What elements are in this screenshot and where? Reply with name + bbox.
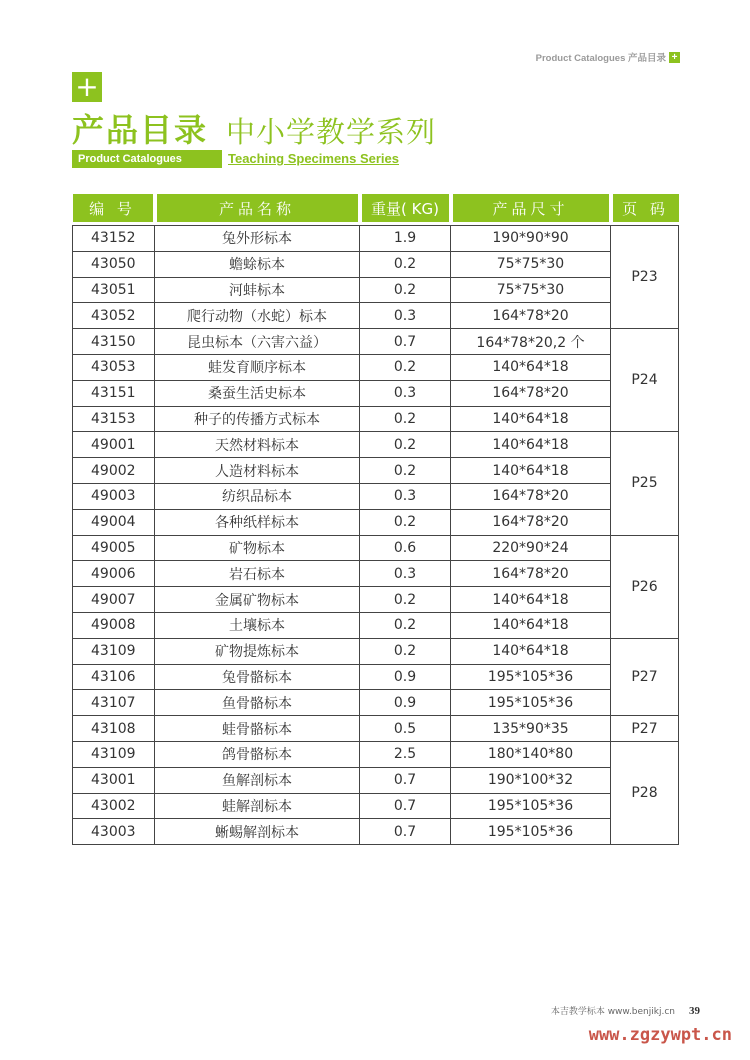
cell-code: 49003 (73, 483, 155, 509)
cell-code: 43052 (73, 303, 155, 329)
cell-code: 43107 (73, 690, 155, 716)
cell-page: P23 (611, 226, 679, 329)
table-row (73, 535, 679, 561)
cell-size: 164*78*20 (451, 303, 611, 329)
cell-size: 164*78*20 (451, 483, 611, 509)
cell-code: 43153 (73, 406, 155, 432)
cell-size: 140*64*18 (451, 458, 611, 484)
table-row (73, 741, 679, 767)
cell-code: 43053 (73, 354, 155, 380)
cell-page: P27 (611, 638, 679, 715)
table-row (73, 432, 679, 458)
cell-code: 43150 (73, 329, 155, 355)
table-row (73, 767, 679, 793)
column-header-weight: 重量( KG) (360, 194, 451, 222)
cell-weight: 0.2 (360, 612, 451, 638)
table-row (73, 406, 679, 432)
table-row (73, 509, 679, 535)
cell-code: 43051 (73, 277, 155, 303)
cell-size: 190*90*90 (451, 226, 611, 252)
cell-name: 金属矿物标本 (155, 587, 360, 613)
cell-size: 75*75*30 (451, 277, 611, 303)
cell-code: 43106 (73, 664, 155, 690)
cell-weight: 0.7 (360, 329, 451, 355)
table-row (73, 483, 679, 509)
running-header-text: Product Catalogues 产品目录 (535, 53, 666, 64)
cell-code: 43151 (73, 380, 155, 406)
cell-code: 43050 (73, 251, 155, 277)
cell-size: 164*78*20,2 个 (451, 329, 611, 355)
cell-name: 鱼解剖标本 (155, 767, 360, 793)
catalog-table (72, 194, 679, 845)
cell-name: 土壤标本 (155, 612, 360, 638)
cell-weight: 0.7 (360, 767, 451, 793)
page-number: 39 (689, 1005, 700, 1017)
cell-weight: 0.2 (360, 277, 451, 303)
cell-name: 人造材料标本 (155, 458, 360, 484)
cell-name: 蟾蜍标本 (155, 251, 360, 277)
cell-name: 昆虫标本（六害六益） (155, 329, 360, 355)
plus-icon: + (669, 52, 680, 63)
cell-name: 种子的传播方式标本 (155, 406, 360, 432)
cell-name: 兔骨骼标本 (155, 664, 360, 690)
table-row (73, 638, 679, 664)
cell-size: 195*105*36 (451, 819, 611, 845)
cell-code: 49007 (73, 587, 155, 613)
running-header (536, 50, 680, 64)
cell-name: 矿物提炼标本 (155, 638, 360, 664)
cell-size: 140*64*18 (451, 354, 611, 380)
cell-name: 各种纸样标本 (155, 509, 360, 535)
table-row (73, 793, 679, 819)
cell-weight: 0.9 (360, 690, 451, 716)
cell-name: 蛙骨骼标本 (155, 716, 360, 742)
cell-name: 河蚌标本 (155, 277, 360, 303)
cell-size: 135*90*35 (451, 716, 611, 742)
cell-page: P26 (611, 535, 679, 638)
table-row (73, 664, 679, 690)
cell-code: 43109 (73, 741, 155, 767)
cell-weight: 0.3 (360, 303, 451, 329)
cell-size: 164*78*20 (451, 380, 611, 406)
cell-size: 195*105*36 (451, 664, 611, 690)
cell-code: 49006 (73, 561, 155, 587)
table-row (73, 587, 679, 613)
cell-name: 爬行动物（水蛇）标本 (155, 303, 360, 329)
cell-code: 43109 (73, 638, 155, 664)
cell-name: 纺织品标本 (155, 483, 360, 509)
cell-name: 兔外形标本 (155, 226, 360, 252)
table-row (73, 690, 679, 716)
cell-code: 49008 (73, 612, 155, 638)
cell-weight: 0.2 (360, 406, 451, 432)
cell-size: 140*64*18 (451, 432, 611, 458)
cell-size: 140*64*18 (451, 638, 611, 664)
table-row (73, 329, 679, 355)
column-header-size: 产品尺寸 (451, 194, 611, 222)
cell-weight: 0.2 (360, 251, 451, 277)
cell-code: 43152 (73, 226, 155, 252)
table-row (73, 716, 679, 742)
footer-text: 本吉教学标本 www.benjikj.cn (550, 1007, 675, 1017)
cell-size: 190*100*32 (451, 767, 611, 793)
cell-name: 天然材料标本 (155, 432, 360, 458)
column-header-page: 页 码 (611, 194, 679, 222)
cell-weight: 0.2 (360, 587, 451, 613)
cell-weight: 0.3 (360, 561, 451, 587)
plus-icon: + (72, 72, 102, 102)
cell-page: P24 (611, 329, 679, 432)
cell-weight: 0.2 (360, 432, 451, 458)
cell-size: 140*64*18 (451, 612, 611, 638)
table-body (73, 226, 679, 845)
page-footer (551, 1004, 700, 1017)
cell-size: 140*64*18 (451, 587, 611, 613)
cell-size: 180*140*80 (451, 741, 611, 767)
cell-weight: 1.9 (360, 226, 451, 252)
page-title-english: Product Catalogues (72, 150, 222, 168)
cell-weight: 0.2 (360, 354, 451, 380)
cell-name: 蛙解剖标本 (155, 793, 360, 819)
cell-weight: 0.2 (360, 638, 451, 664)
cell-size: 220*90*24 (451, 535, 611, 561)
cell-code: 43108 (73, 716, 155, 742)
table-row (73, 380, 679, 406)
watermark: www.zgzywpt.cn (588, 1025, 732, 1045)
cell-weight: 0.5 (360, 716, 451, 742)
cell-page: P25 (611, 432, 679, 535)
table-row (73, 561, 679, 587)
page-subtitle-english: Teaching Specimens Series (228, 151, 399, 166)
table-row (73, 226, 679, 252)
cell-name: 矿物标本 (155, 535, 360, 561)
cell-code: 49002 (73, 458, 155, 484)
cell-size: 164*78*20 (451, 509, 611, 535)
cell-name: 鸽骨骼标本 (155, 741, 360, 767)
cell-code: 49004 (73, 509, 155, 535)
cell-weight: 0.2 (360, 509, 451, 535)
cell-name: 蜥蜴解剖标本 (155, 819, 360, 845)
cell-weight: 0.7 (360, 819, 451, 845)
table-header-row (73, 194, 679, 222)
cell-page: P27 (611, 716, 679, 742)
cell-weight: 0.6 (360, 535, 451, 561)
cell-name: 岩石标本 (155, 561, 360, 587)
page-subtitle: 中小学教学系列 (226, 115, 437, 149)
cell-weight: 0.7 (360, 793, 451, 819)
cell-name: 鱼骨骼标本 (155, 690, 360, 716)
cell-name: 蛙发育顺序标本 (155, 354, 360, 380)
table-row (73, 277, 679, 303)
cell-weight: 0.9 (360, 664, 451, 690)
column-header-code: 编 号 (73, 194, 155, 222)
cell-code: 49001 (73, 432, 155, 458)
table-row (73, 612, 679, 638)
cell-code: 43003 (73, 819, 155, 845)
table-row (73, 819, 679, 845)
cell-size: 195*105*36 (451, 793, 611, 819)
cell-size: 164*78*20 (451, 561, 611, 587)
cell-code: 43002 (73, 793, 155, 819)
cell-weight: 0.3 (360, 483, 451, 509)
cell-weight: 2.5 (360, 741, 451, 767)
page-title: 产品目录 (72, 111, 209, 149)
cell-weight: 0.3 (360, 380, 451, 406)
cell-size: 195*105*36 (451, 690, 611, 716)
cell-weight: 0.2 (360, 458, 451, 484)
cell-size: 75*75*30 (451, 251, 611, 277)
table-row (73, 303, 679, 329)
cell-size: 140*64*18 (451, 406, 611, 432)
column-header-name: 产品名称 (155, 194, 360, 222)
table-row (73, 251, 679, 277)
cell-code: 43001 (73, 767, 155, 793)
table-row (73, 458, 679, 484)
cell-code: 49005 (73, 535, 155, 561)
table-row (73, 354, 679, 380)
cell-name: 桑蚕生活史标本 (155, 380, 360, 406)
cell-page: P28 (611, 741, 679, 844)
